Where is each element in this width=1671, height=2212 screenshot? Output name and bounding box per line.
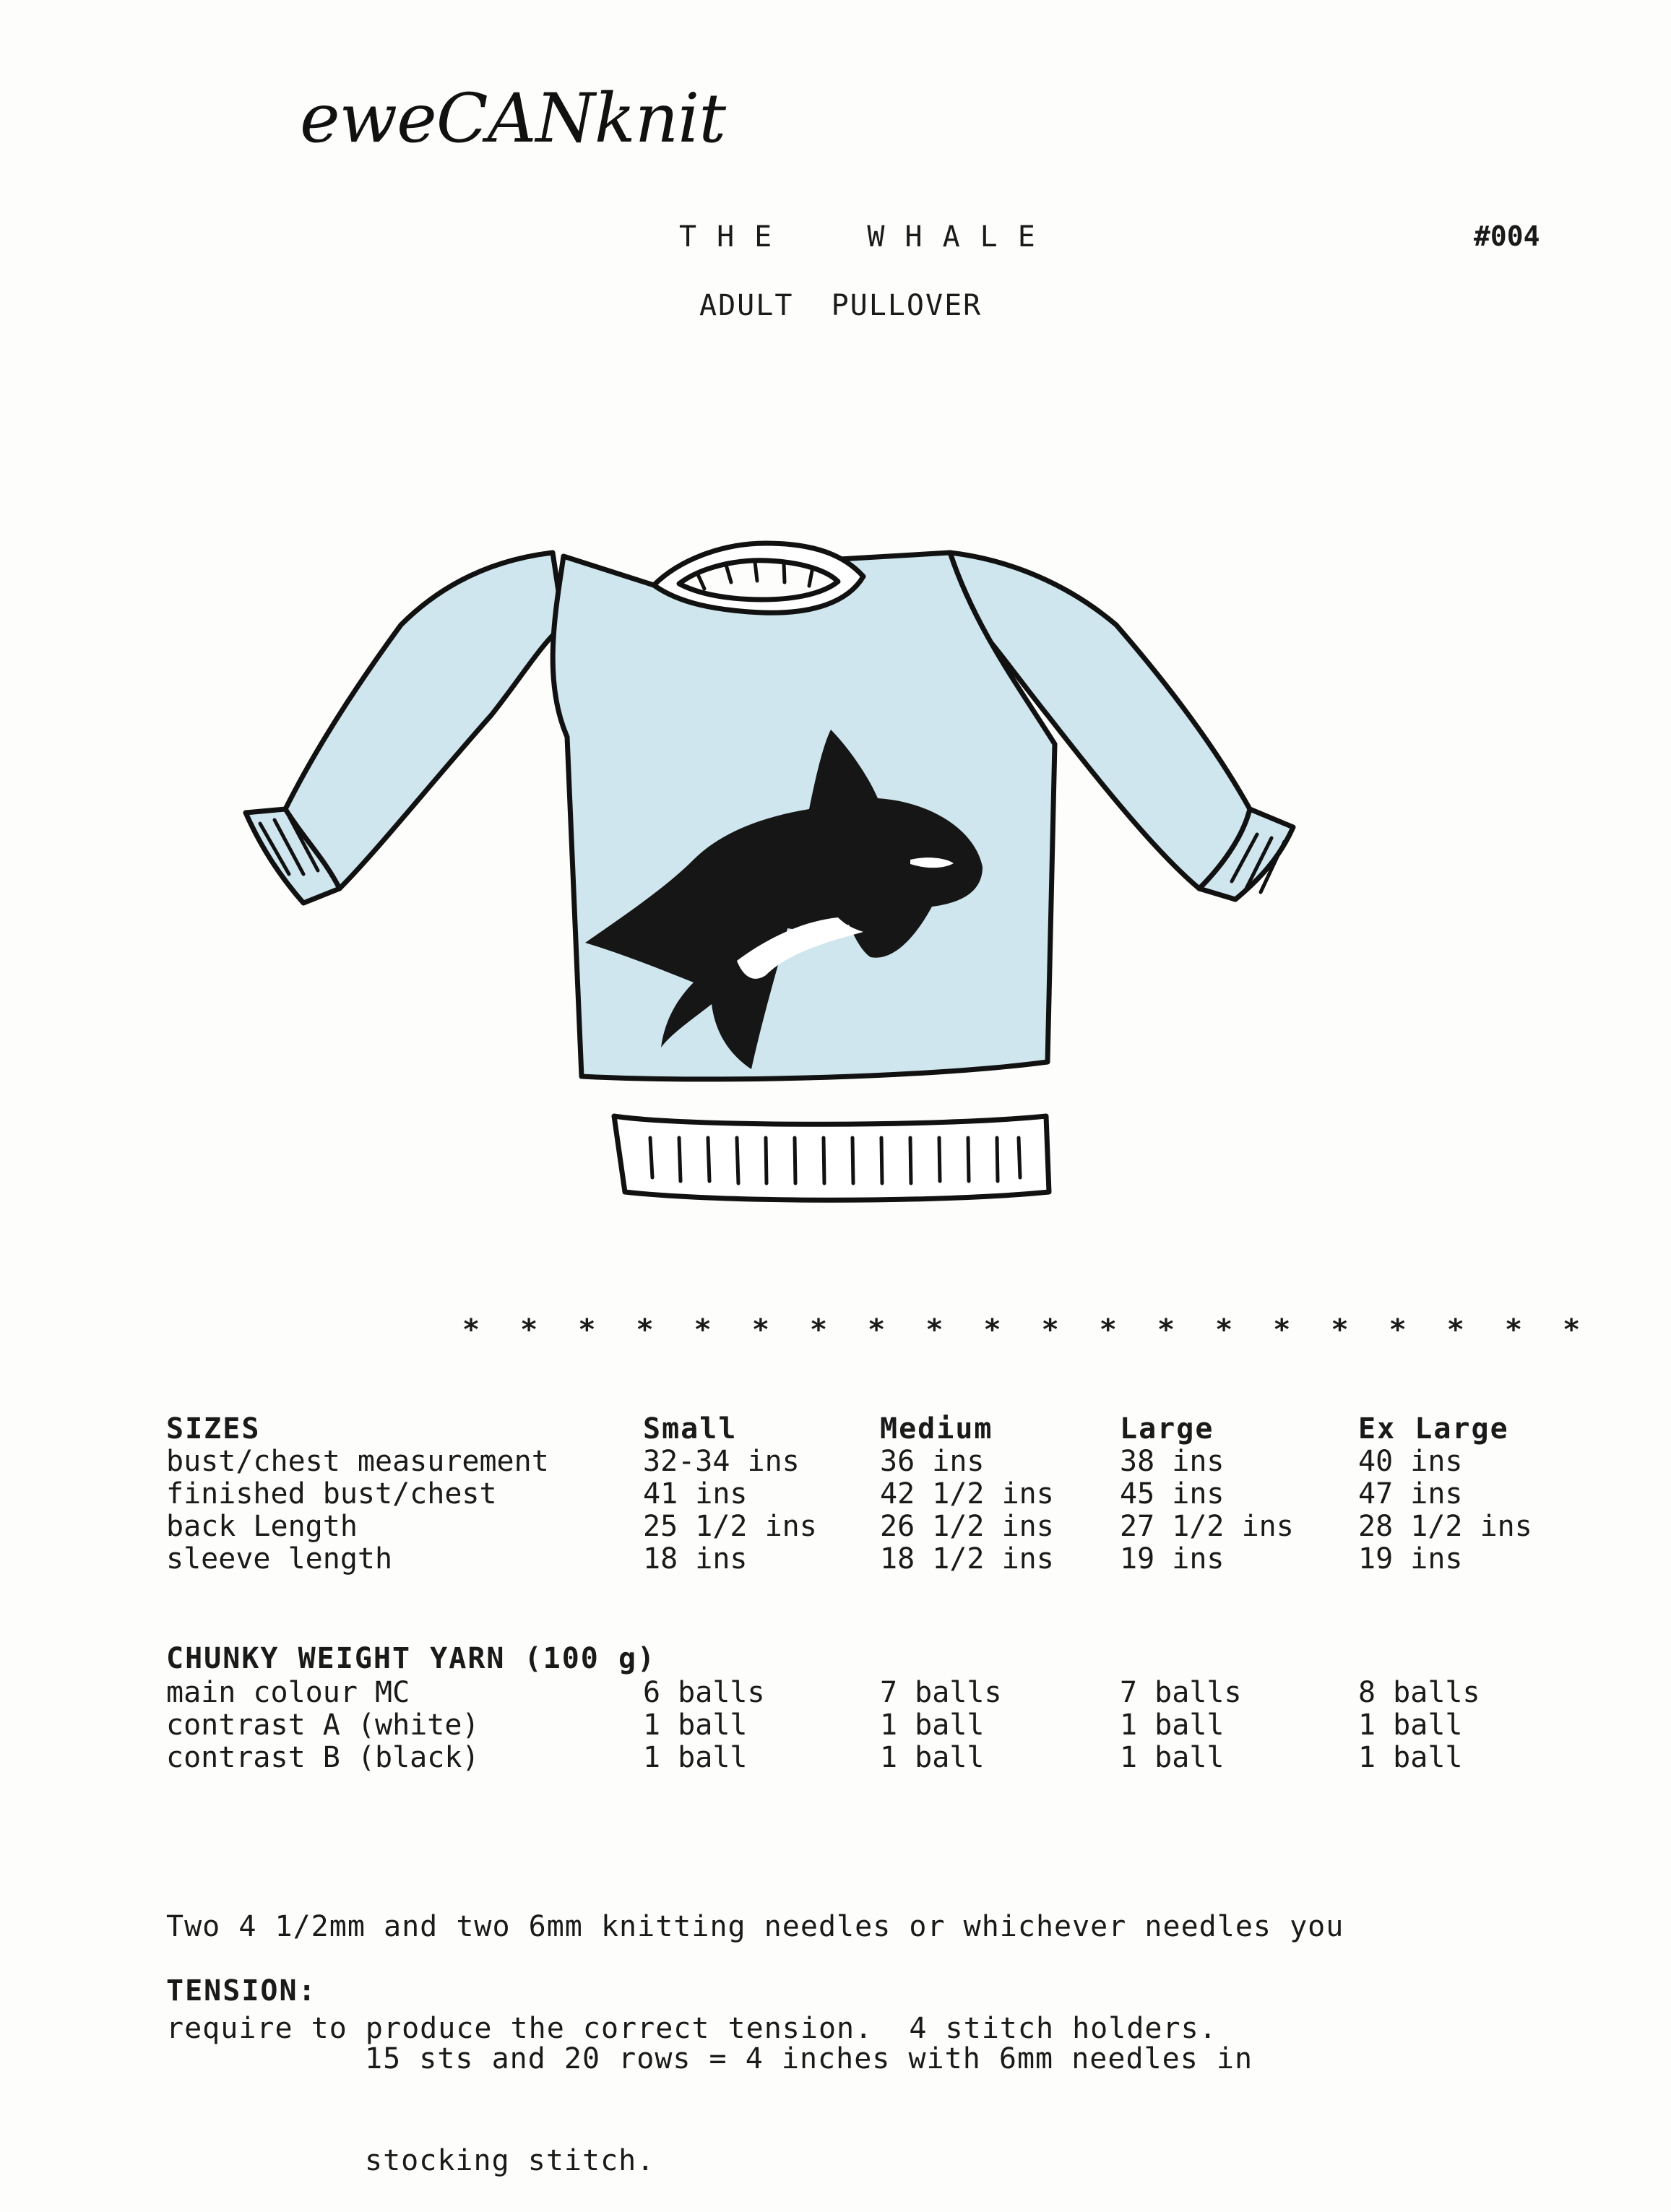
table-row bbox=[0, 1708, 1463, 1742]
pattern-number: #004 bbox=[1474, 220, 1540, 252]
table-row bbox=[0, 1477, 1463, 1511]
table-row bbox=[0, 1510, 1532, 1543]
row-label: finished bust/chest bbox=[166, 1477, 497, 1511]
cell: 25 1/2 ins bbox=[643, 1510, 817, 1543]
sizes-heading: SIZES bbox=[166, 1412, 261, 1446]
pattern-subtitle: ADULT PULLOVER bbox=[699, 289, 983, 322]
yarn-heading: CHUNKY WEIGHT YARN (100 g) bbox=[166, 1642, 657, 1675]
cell: 26 1/2 ins bbox=[880, 1510, 1054, 1543]
cell: 1 ball bbox=[643, 1708, 748, 1742]
cell: 18 ins bbox=[643, 1542, 748, 1576]
tension-label: TENSION: bbox=[166, 1974, 317, 2008]
yarn-header-row bbox=[0, 1642, 657, 1675]
left-sleeve bbox=[275, 553, 564, 889]
cell: 8 balls bbox=[1358, 1676, 1480, 1709]
cell: 19 ins bbox=[1120, 1542, 1225, 1576]
size-column-small: Small bbox=[643, 1412, 738, 1446]
row-label: back Length bbox=[166, 1510, 358, 1543]
cell: 40 ins bbox=[1358, 1445, 1463, 1478]
cell: 1 ball bbox=[1358, 1708, 1463, 1742]
cell: 6 balls bbox=[643, 1676, 765, 1709]
cell: 19 ins bbox=[1358, 1542, 1463, 1576]
cell: 18 1/2 ins bbox=[880, 1542, 1054, 1576]
cell: 7 balls bbox=[880, 1676, 1002, 1709]
cell: 38 ins bbox=[1120, 1445, 1225, 1478]
sizes-header-row bbox=[0, 1412, 1509, 1446]
table-row bbox=[0, 1676, 1480, 1709]
cell: 1 ball bbox=[1358, 1741, 1463, 1774]
cell: 28 1/2 ins bbox=[1358, 1510, 1532, 1543]
row-label: contrast A (white) bbox=[166, 1708, 480, 1742]
table-row bbox=[0, 1445, 1463, 1478]
cell: 1 ball bbox=[880, 1741, 985, 1774]
cell: 1 ball bbox=[643, 1741, 748, 1774]
tension-text bbox=[365, 1974, 1253, 2212]
tension-line-2: stocking stitch. bbox=[365, 2144, 655, 2177]
cell: 36 ins bbox=[880, 1445, 985, 1478]
cell: 41 ins bbox=[643, 1477, 748, 1511]
cell: 7 balls bbox=[1120, 1676, 1242, 1709]
section-divider: * * * * * * * * * * * * * * * * * * * * bbox=[462, 1313, 1592, 1347]
tension-line-1: 15 sts and 20 rows = 4 inches with 6mm needles in bbox=[365, 2042, 1253, 2075]
row-label: main colour MC bbox=[166, 1676, 410, 1709]
row-label: bust/chest measurement bbox=[166, 1445, 549, 1478]
size-column-xlarge: Ex Large bbox=[1358, 1412, 1509, 1446]
row-label: contrast B (black) bbox=[166, 1741, 480, 1774]
brand-logo: eweCANknit bbox=[300, 79, 726, 158]
needles-line-1: Two 4 1/2mm and two 6mm knitting needles or whichever needles you bbox=[166, 1910, 1344, 1943]
size-column-medium: Medium bbox=[880, 1412, 993, 1446]
cell: 42 1/2 ins bbox=[880, 1477, 1054, 1511]
cell: 1 ball bbox=[880, 1708, 985, 1742]
cell: 47 ins bbox=[1358, 1477, 1463, 1511]
cell: 27 1/2 ins bbox=[1120, 1510, 1294, 1543]
table-row bbox=[0, 1542, 1463, 1576]
cell: 1 ball bbox=[1120, 1741, 1225, 1774]
cell: 45 ins bbox=[1120, 1477, 1225, 1511]
pattern-title: THE WHALE bbox=[679, 220, 1055, 254]
needles-line-2: require to produce the correct tension. 4 stitch holders. bbox=[166, 2012, 1217, 2045]
table-row bbox=[0, 1741, 1463, 1774]
row-label: sleeve length bbox=[166, 1542, 393, 1576]
sweater-illustration bbox=[217, 498, 1459, 1221]
size-column-large: Large bbox=[1120, 1412, 1214, 1446]
cell: 32-34 ins bbox=[643, 1445, 800, 1478]
cell: 1 ball bbox=[1120, 1708, 1225, 1742]
